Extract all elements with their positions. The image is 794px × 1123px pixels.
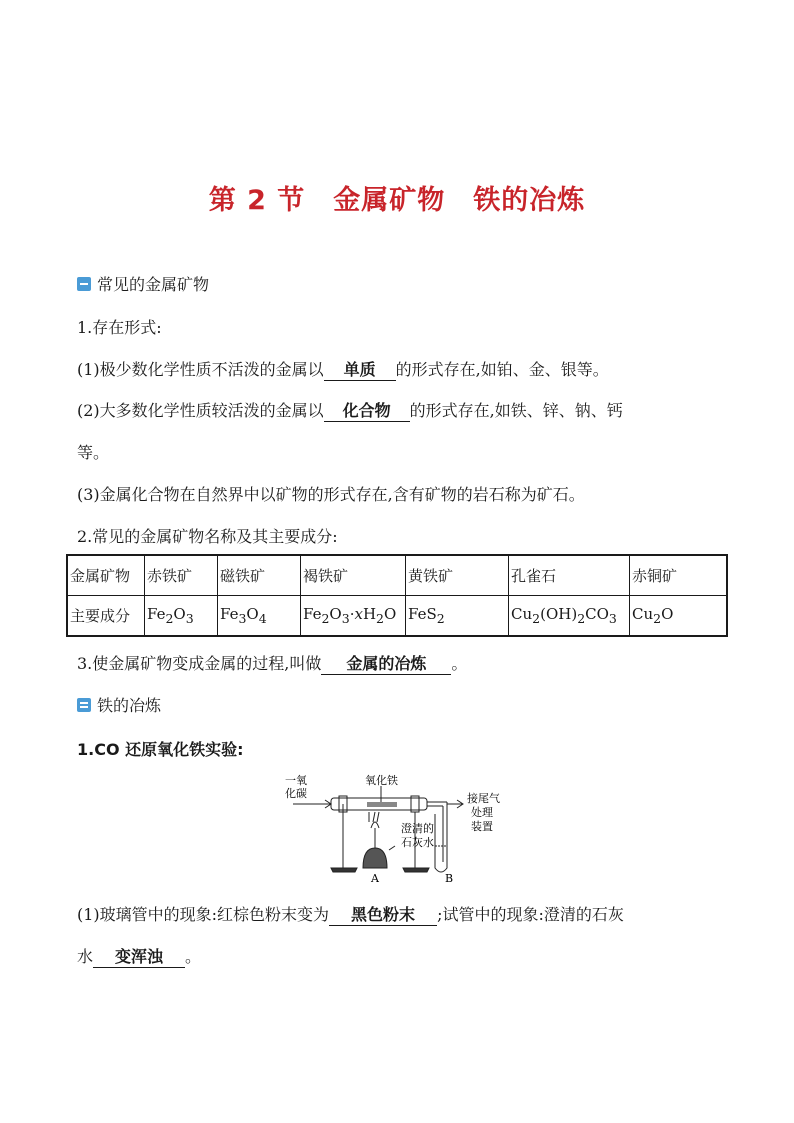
section-heading-text: 常见的金属矿物: [97, 275, 210, 294]
answer-blank: [321, 651, 451, 675]
table-cell: 褐铁矿: [301, 555, 406, 596]
answer-text: 黑色粉末: [351, 905, 416, 924]
label-limewater-2: 石灰水: [401, 836, 434, 849]
text: 的形式存在,如铂、金、银等。: [395, 360, 609, 379]
answer-text: 单质: [343, 360, 376, 379]
flame: [371, 822, 379, 828]
title-topic-1: 金属矿物: [333, 185, 446, 216]
label-tail-gas-2: 处理: [471, 806, 493, 819]
item-existence-forms: 1.存在形式:: [77, 318, 162, 337]
phenomenon-paragraph-1: [77, 902, 624, 926]
table-cell: 赤铁矿: [145, 555, 218, 596]
formula-cell: $Fe_2O_3\cdot xH_2O$: [301, 596, 406, 637]
test-tube: [435, 814, 447, 872]
text: 。: [451, 654, 468, 673]
answer-text: 化合物: [342, 401, 391, 420]
label-co-1: 一氧: [285, 774, 307, 787]
phenomenon-paragraph-2: [77, 944, 201, 968]
answer-text: 变浑浊: [115, 947, 164, 966]
formula-cell: $Cu_2(OH)_2CO_3$: [509, 596, 630, 637]
table-cell: 赤铜矿: [630, 555, 728, 596]
label-b: B: [445, 872, 454, 884]
item-smelting-definition: [77, 651, 467, 675]
section-two-icon: [77, 698, 91, 712]
text: (1)玻璃管中的现象:红棕色粉末变为: [77, 905, 330, 924]
paragraph-1: [77, 357, 609, 381]
table-cell: 黄铁矿: [406, 555, 509, 596]
item-co-experiment: 1.CO 还原氧化铁实验:: [77, 740, 244, 759]
table-row: [67, 555, 727, 596]
text: (2)大多数化学性质较活泼的金属以: [77, 401, 324, 420]
label-limewater-1: 澄清的: [401, 822, 434, 835]
section-heading-1: [77, 272, 209, 295]
title-section-number: 第 2 节: [208, 185, 306, 216]
formula-cell: $Fe_2O_3$: [145, 596, 218, 637]
paragraph-2: [77, 398, 623, 422]
paragraph-2-cont: 等。: [77, 443, 110, 462]
formula-cell: $Fe_3O_4$: [218, 596, 301, 637]
alcohol-lamp: [363, 848, 387, 868]
answer-blank: [324, 398, 410, 422]
text: ;试管中的现象:澄清的石灰: [437, 905, 624, 924]
answer-blank: [93, 944, 185, 968]
formula-cell: $Cu_2O$: [630, 596, 728, 637]
answer-text: 金属的冶炼: [346, 654, 427, 673]
section-one-icon: [77, 277, 91, 291]
co-reduction-apparatus-figure: [285, 772, 505, 884]
text: 水: [77, 947, 94, 966]
ore-table: [66, 554, 728, 637]
label-co-2: 化碳: [285, 787, 307, 800]
label-iron-oxide: 氧化铁: [365, 774, 398, 787]
table-cell: 孔雀石: [509, 555, 630, 596]
page-title: [0, 178, 794, 217]
item-ore-table-title: 2.常见的金属矿物名称及其主要成分:: [77, 527, 338, 546]
table-cell: 主要成分: [67, 596, 145, 637]
label-tail-gas-1: 接尾气: [467, 792, 500, 805]
title-topic-2: 铁的冶炼: [473, 185, 586, 216]
paragraph-3: (3)金属化合物在自然界中以矿物的形式存在,含有矿物的岩石称为矿石。: [77, 485, 585, 504]
answer-blank: [324, 357, 396, 381]
table-row: [67, 596, 727, 637]
text: 的形式存在,如铁、锌、钠、钙: [409, 401, 623, 420]
text: (1)极少数化学性质不活泼的金属以: [77, 360, 324, 379]
text: 3.使金属矿物变成金属的过程,叫做: [77, 654, 322, 673]
label-tail-gas-3: 装置: [471, 820, 493, 833]
section-heading-2: [77, 693, 161, 716]
table-cell: 磁铁矿: [218, 555, 301, 596]
label-a: A: [371, 872, 379, 884]
formula-cell: FeS$_2$: [406, 596, 509, 637]
section-heading-text: 铁的冶炼: [97, 696, 162, 715]
table-cell: 金属矿物: [67, 555, 145, 596]
answer-blank: [329, 902, 437, 926]
iron-oxide-powder: [367, 802, 397, 807]
text: 。: [185, 947, 202, 966]
